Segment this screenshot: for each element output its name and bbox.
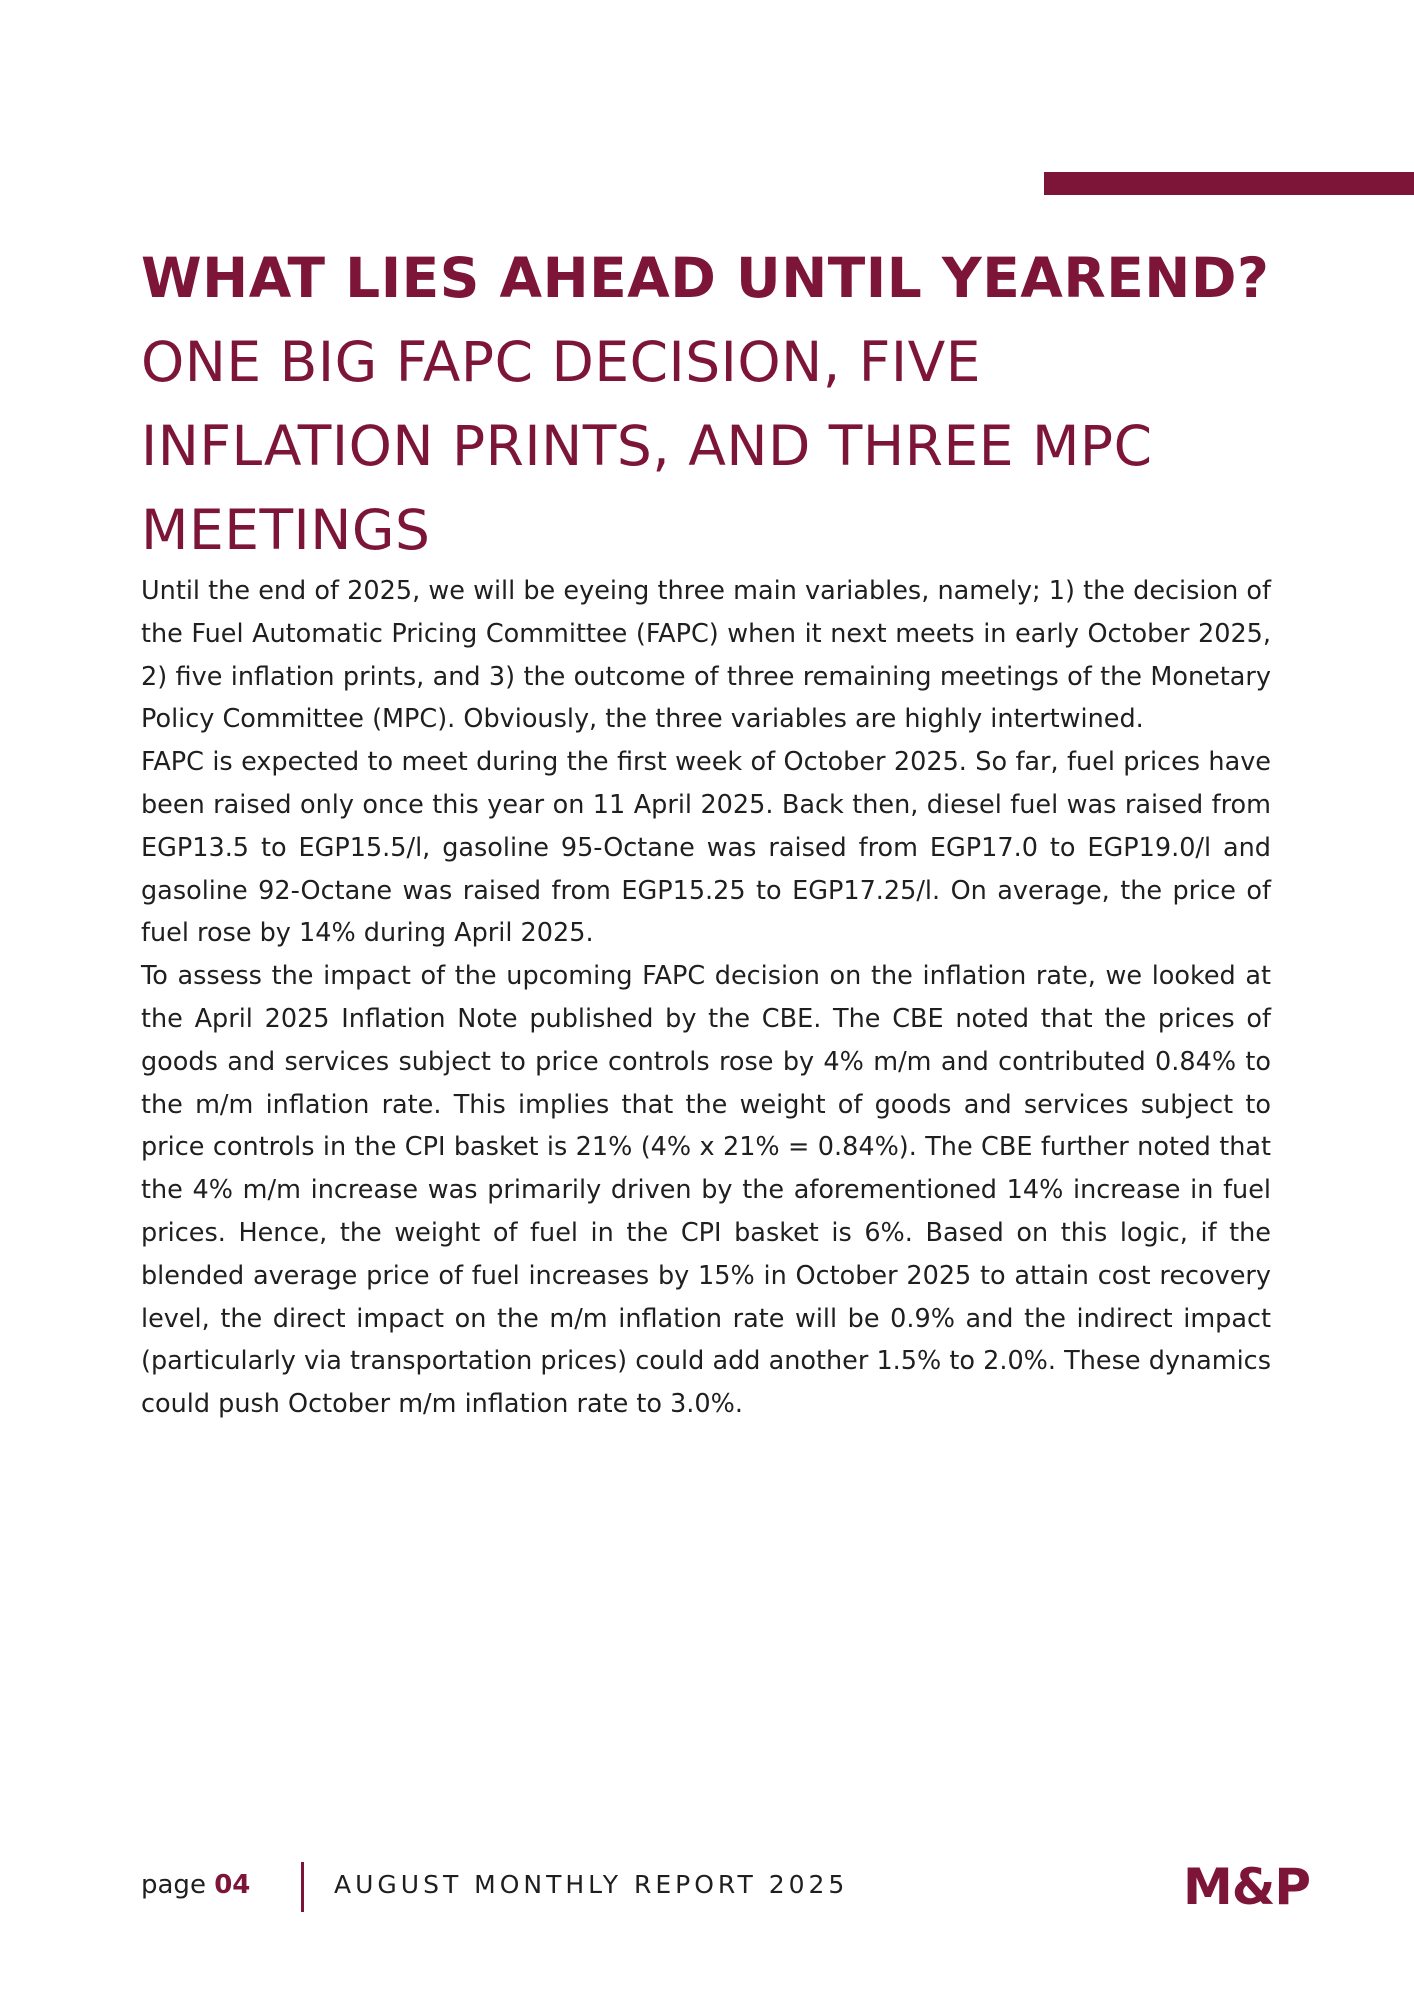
paragraph-impact: To assess the impact of the upcoming FAPC decision on the inflation rate, we looked at the April 2025 Inflation Note published by the CBE. The CBE noted that the prices of goods and services subject to price controls rose by 4% m/m and contributed 0.84% to the m/m inflation rate. This implies that the weight of goods and services subject to price controls in the CPI basket is 21% (4% x 21% = 0.84%). The CBE further noted that the 4% m/m increase was primarily driven by the aforementioned 14% increase in fuel prices. Hence, the weight of fuel in the CPI basket is 6%. Based on this logic, if the blended average price of fuel increases by 15% in October 2025 to attain cost recovery level, the direct impact on the m/m inflation rate will be 0.9% and the indirect impact (particularly via transportation prices) could add another 1.5% to 2.0%. These dynamics could push October m/m inflation rate to 3.0%.: [141, 961, 1271, 1420]
article-body: [141, 570, 1271, 1426]
title-regular-part: ONE BIG FAPC DECISION, FIVE INFLATION PRINTS, AND THREE MPC MEETINGS: [141, 330, 1153, 562]
page-footer: [141, 1858, 1361, 1916]
page-title: [141, 236, 1281, 572]
report-title: AUGUST MONTHLY REPORT 2025: [334, 1870, 849, 1899]
page-prefix: page: [141, 1870, 206, 1900]
brand-logo: M&P: [1183, 1858, 1311, 1916]
accent-bar: [1044, 172, 1414, 195]
paragraph-overview: Until the end of 2025, we will be eyeing three main variables, namely; 1) the decision of the Fuel Automatic Pricing Committee (FAPC) when it next meets in early October 2025, 2) five inflation prints, and 3) the outcome of three remaining meetings of the Monetary Policy Committee (MPC). Obviously, the three variables are highly intertwined.: [141, 576, 1271, 735]
footer-divider: [301, 1862, 304, 1912]
page-number: 04: [214, 1870, 251, 1900]
title-bold-part: WHAT LIES AHEAD UNTIL YEAREND?: [141, 246, 1270, 310]
page-label: [141, 1870, 250, 1900]
paragraph-fapc: FAPC is expected to meet during the first week of October 2025. So far, fuel prices have been raised only once this year on 11 April 2025. Back then, diesel fuel was raised from EGP13.5 to EGP15.5/l, gasoline 95-Octane was raised from EGP17.0 to EGP19.0/l and gasoline 92-Octane was raised from EGP15.25 to EGP17.25/l. On average, the price of fuel rose by 14% during April 2025.: [141, 747, 1271, 949]
